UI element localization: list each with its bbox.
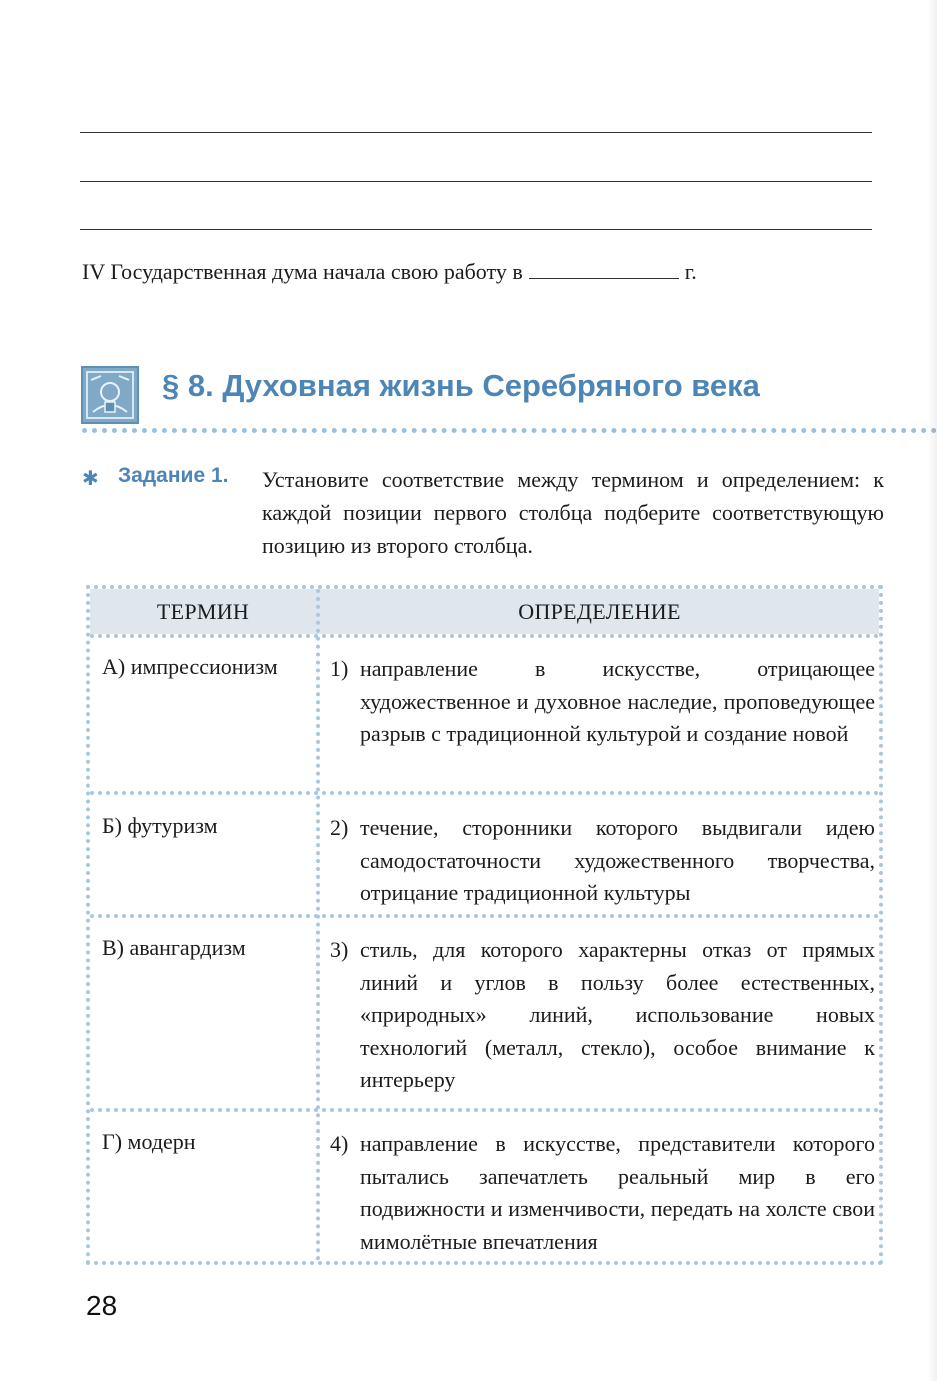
term-b: Б) футуризм	[102, 813, 218, 838]
definition-number: 2)	[330, 815, 349, 840]
section-divider	[82, 428, 937, 433]
task-instruction: Установите соответствие между термином и определением: к каждой позиции первого столбца подберите соответствующую позицию из второго столбца.	[262, 467, 884, 558]
header-definition: ОПРЕДЕЛЕНИЕ	[518, 598, 681, 624]
page-edge	[927, 0, 937, 1381]
term-d: Г) модерн	[102, 1129, 196, 1154]
header-term: ТЕРМИН	[156, 598, 250, 624]
definition-2	[330, 812, 875, 910]
term-a: А) импрессионизм	[102, 654, 278, 679]
answer-line-1[interactable]	[80, 132, 872, 133]
duma-statement	[82, 258, 697, 285]
table-row	[90, 791, 879, 914]
table-row	[90, 914, 879, 1108]
definition-1	[330, 653, 875, 751]
table-row	[90, 1108, 879, 1261]
term-c: В) авангардизм	[102, 935, 246, 960]
definition-4	[330, 1128, 875, 1258]
duma-statement-suffix: г.	[684, 259, 697, 284]
asterisk-icon: ✱	[82, 468, 99, 490]
table-row	[90, 634, 879, 791]
duma-year-blank[interactable]	[529, 258, 679, 279]
definition-number: 1)	[330, 656, 349, 681]
definition-number: 4)	[330, 1131, 349, 1156]
page-number: 28	[86, 1290, 118, 1321]
definition-text: стиль, для которого характерны отказ от прямых линий и углов в пользу более естественных, «природных» линий, использование новых технологий (металл, стекло), особое внимание к интерьеру	[360, 937, 875, 1092]
table-header-row	[90, 589, 879, 634]
section-title: § 8. Духовная жизнь Серебряного века	[162, 368, 760, 403]
answer-line-2[interactable]	[80, 181, 872, 182]
definition-text: направление в искусстве, представители которого пытались запечатлеть реальный мир в его подвижности и изменчивости, передать на холсте свои мимолётные впечатления	[360, 1131, 875, 1254]
answer-line-3[interactable]	[80, 229, 872, 230]
definition-number: 3)	[330, 937, 349, 962]
definition-3	[330, 934, 875, 1097]
definition-text: направление в искусстве, отрицающее художественное и духовное наследие, проповедующее разрыв с традиционной культурой и создание новой	[360, 656, 875, 746]
definition-text: течение, сторонники которого выдвигали идею самодостаточности художественного творчества, отрицание традиционной культуры	[360, 815, 875, 905]
task-label: Задание 1.	[118, 464, 229, 487]
duma-statement-text: IV Государственная дума начала свою работу в	[82, 259, 523, 284]
ornament-icon	[81, 366, 139, 424]
matching-table	[86, 585, 883, 1265]
